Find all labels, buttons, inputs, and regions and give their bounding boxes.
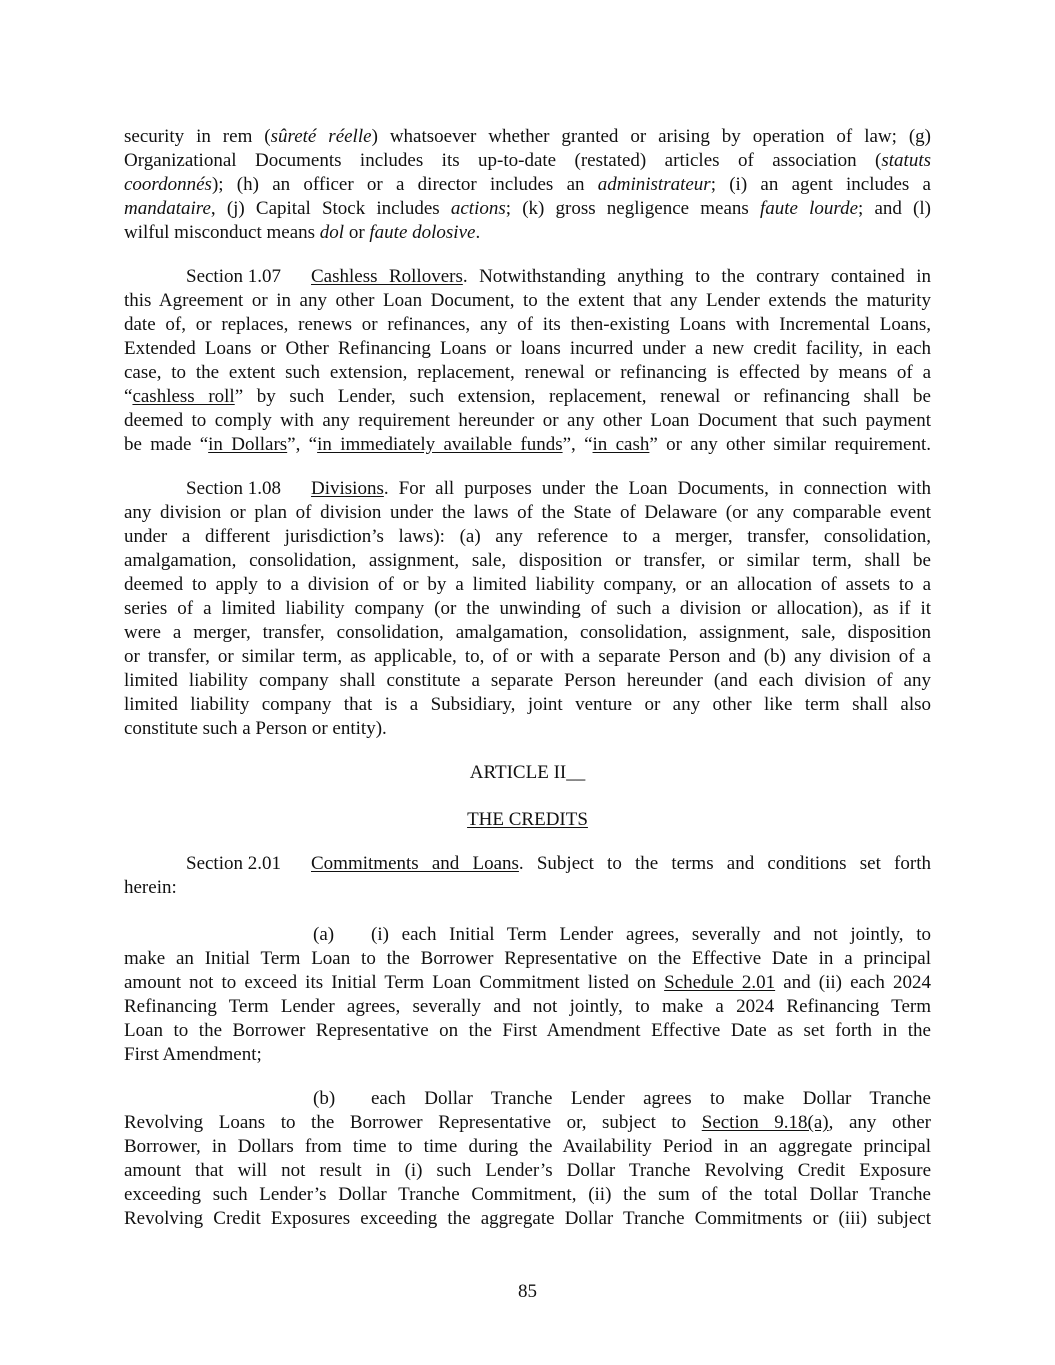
text-run: ; and (l): [858, 198, 931, 219]
text-run: ; (k) gross negligence means: [505, 198, 760, 219]
text-line: [124, 947, 931, 971]
underlined-term: cashless roll: [132, 386, 235, 407]
text-run: case, to the extent such extension, replacement, renewal or refinancing is effected by means of a: [124, 362, 931, 383]
text-line: [124, 525, 931, 549]
document-page: [124, 125, 931, 1231]
text-run: amount that will not result in (i) such Lender’s Dollar Tranche Revolving Credit Exposure: [124, 1160, 931, 1181]
text-line: [124, 693, 931, 717]
text-run: , (j) Capital Stock includes: [210, 198, 451, 219]
text-run: amount not to exceed its Initial Term Loan Commitment listed on: [124, 972, 665, 993]
italic-term: faute lourde: [759, 198, 859, 219]
text-run: Borrower, in Dollars from time to time during the Availability Period in an aggregate principal: [124, 1136, 931, 1157]
page-number: 85: [518, 1281, 537, 1302]
text-line: [124, 173, 931, 197]
text-run: make an Initial Term Loan to the Borrower Representative on the Effective Date in a principal: [124, 948, 931, 969]
text-line: [124, 971, 931, 995]
text-run: .: [475, 222, 481, 243]
text-line: [124, 289, 931, 313]
text-run: Revolving Credit Exposures exceeding the aggregate Dollar Tranche Commitments or (iii) subject: [124, 1208, 931, 1229]
text-run: Revolving Loans to the Borrower Representative or, subject to: [124, 1112, 702, 1133]
text-run: series of a limited liability company (or the unwinding of such a division or allocation), as if it: [124, 598, 931, 619]
text-run: Loan to the Borrower Representative on the First Amendment Effective Date as set forth in the: [124, 1020, 931, 1041]
text-line: [124, 361, 931, 385]
text-line: [124, 923, 931, 947]
text-run: limited liability company shall constitute a separate Person hereunder (and each division of any: [124, 670, 931, 691]
text-line: [124, 433, 931, 457]
text-line: [124, 125, 931, 149]
underlined-term: Schedule 2.01: [664, 972, 776, 993]
text-run: Refinancing Term Lender agrees, severally and not jointly, to make a 2024 Refinancing Term: [124, 996, 931, 1017]
text-line: [124, 385, 931, 409]
italic-term: administrateur: [597, 174, 711, 195]
section-label: (a): [313, 924, 335, 945]
text-run: deemed to apply to a division of or by a limited liability company, or an allocation of assets to a: [124, 574, 931, 595]
text-run: herein:: [124, 877, 177, 898]
text-line: [124, 501, 931, 525]
text-run: ”, “: [287, 434, 318, 455]
italic-term: dol: [319, 222, 345, 243]
text-run: Extended Loans or Other Refinancing Loans or loans incurred under a new credit facility, in each: [124, 338, 931, 359]
underlined-term: in immediately available funds: [317, 434, 563, 455]
underlined-term: in Dollars: [208, 434, 288, 455]
text-run: ” by such Lender, such extension, replacement, renewal or refinancing shall be: [234, 386, 931, 407]
text-run: Organizational Documents includes its up-to-date (restated) articles of association (: [124, 150, 882, 171]
text-line: [124, 1159, 931, 1183]
text-run: or: [344, 222, 370, 243]
italic-term: actions: [450, 198, 506, 219]
italic-term: coordonnés: [124, 174, 212, 195]
text-line: [124, 876, 931, 900]
clause-b-paragraph: [124, 1087, 931, 1231]
text-run: deemed to comply with any requirement hereunder or any other Loan Document that such payment: [124, 410, 931, 431]
text-run: and (ii) each 2024: [775, 972, 931, 993]
text-run: . Notwithstanding anything to the contrary contained in: [462, 266, 931, 287]
text-run: be made “: [124, 434, 209, 455]
text-line: [124, 477, 931, 501]
text-run: “: [124, 386, 133, 407]
text-line: [124, 621, 931, 645]
text-line: [124, 337, 931, 361]
text-line: [124, 1183, 931, 1207]
italic-term: sûreté réelle: [270, 126, 372, 147]
text-line: [124, 669, 931, 693]
text-run: ); (h) an officer or a director includes an: [211, 174, 598, 195]
underlined-term: Divisions: [311, 478, 384, 499]
text-run: ) whatsoever whether granted or arising by operation of law; (g): [371, 126, 931, 147]
text-line: [124, 265, 931, 289]
text-run: ”, “: [562, 434, 593, 455]
italic-term: faute dolosive: [369, 222, 476, 243]
section-1-08-paragraph: [124, 477, 931, 741]
italic-term: mandataire: [124, 198, 211, 219]
text-line: [124, 409, 931, 433]
text-run: , any other: [828, 1112, 931, 1133]
text-run: constitute such a Person or entity).: [124, 718, 387, 739]
text-run: security in rem (: [124, 126, 271, 147]
text-line: [124, 197, 931, 221]
text-line: [124, 221, 931, 245]
text-run: each Dollar Tranche Lender agrees to make Dollar Tranche: [371, 1088, 931, 1109]
text-run: . Subject to the terms and conditions set forth: [518, 853, 931, 874]
text-run: were a merger, transfer, consolidation, amalgamation, consolidation, assignment, sale, disposition: [124, 622, 931, 643]
text-line: [124, 1111, 931, 1135]
text-run: this Agreement or in any other Loan Document, to the extent that any Lender extends the maturity: [124, 290, 931, 311]
text-run: ” or any other similar requirement.: [649, 434, 931, 455]
text-line: [124, 549, 931, 573]
underlined-term: in cash: [592, 434, 650, 455]
section-label: (b): [313, 1088, 336, 1109]
text-run: . For all purposes under the Loan Documents, in connection with: [383, 478, 931, 499]
text-line: [124, 597, 931, 621]
text-line: [124, 573, 931, 597]
text-line: [124, 1043, 931, 1067]
text-line: [124, 1087, 931, 1111]
article-title: THE CREDITS: [467, 809, 588, 830]
text-run: date of, or replaces, renews or refinances, any of its then-existing Loans with Incremental Loans,: [124, 314, 931, 335]
text-run: any division or plan of division under the laws of the State of Delaware (or any comparable event: [124, 502, 931, 523]
text-run: amalgamation, consolidation, assignment, sale, disposition or transfer, or similar term, shall be: [124, 550, 931, 571]
section-label: Section 2.01: [186, 853, 281, 874]
text-run: (i) each Initial Term Lender agrees, severally and not jointly, to: [371, 924, 931, 945]
underlined-term: Section 9.18(a): [701, 1112, 829, 1133]
text-line: [124, 1207, 931, 1231]
text-line: [124, 1019, 931, 1043]
text-line: [124, 1135, 931, 1159]
text-run: First Amendment;: [124, 1044, 262, 1065]
italic-term: statuts: [881, 150, 931, 171]
text-line: [124, 313, 931, 337]
section-1-07-paragraph: [124, 265, 931, 457]
clause-a-paragraph: [124, 923, 931, 1067]
text-run: under a different jurisdiction’s laws): (a) any reference to a merger, transfer, consolidation,: [124, 526, 931, 547]
text-line: [124, 717, 931, 741]
underlined-term: Cashless Rollovers: [311, 266, 463, 287]
text-run: limited liability company that is a Subsidiary, joint venture or any other like term shall also: [124, 694, 931, 715]
definitions-paragraph-end: [124, 125, 931, 245]
article-heading: ARTICLE II__: [469, 762, 586, 783]
text-run: or transfer, or similar term, as applicable, to, of or with a separate Person and (b) any division of a: [124, 646, 931, 667]
text-run: ; (i) an agent includes a: [710, 174, 931, 195]
underlined-term: Commitments and Loans: [311, 853, 519, 874]
text-line: [124, 995, 931, 1019]
text-line: [124, 645, 931, 669]
section-2-01-paragraph: [124, 852, 931, 900]
text-run: exceeding such Lender’s Dollar Tranche Commitment, (ii) the sum of the total Dollar Tranche: [124, 1184, 931, 1205]
text-line: [124, 149, 931, 173]
section-label: Section 1.08: [186, 478, 281, 499]
section-label: Section 1.07: [186, 266, 281, 287]
text-run: wilful misconduct means: [124, 222, 320, 243]
text-line: [124, 852, 931, 876]
